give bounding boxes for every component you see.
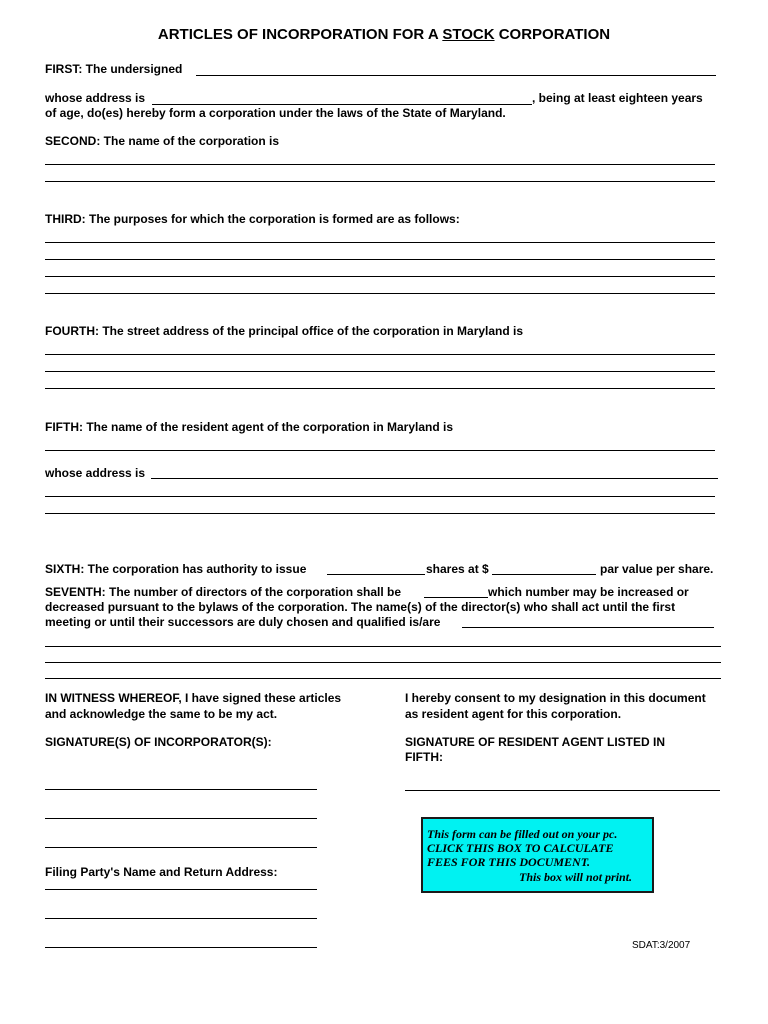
agent-signature-heading-2: FIFTH:: [405, 750, 443, 764]
witness-line-2: and acknowledge the same to be my act.: [45, 707, 278, 721]
calc-box-line-1: This form can be filled out on your pc.: [427, 827, 618, 841]
purpose-line-2[interactable]: [45, 259, 715, 260]
page-title: ARTICLES OF INCORPORATION FOR A STOCK CORPORATION: [157, 26, 611, 43]
calc-box-line-3: FEES FOR THIS DOCUMENT.: [427, 855, 590, 869]
consent-line-2: as resident agent for this corporation.: [405, 707, 622, 721]
third-label: THIRD: The purposes for which the corporation is formed are as follows:: [45, 212, 460, 226]
form-code: SDAT:3/2007: [632, 940, 691, 951]
agent-signature-heading-1: SIGNATURE OF RESIDENT AGENT LISTED IN: [405, 735, 666, 749]
calc-box-line-2: CLICK THIS BOX TO CALCULATE: [427, 841, 614, 855]
shares-count-line[interactable]: [327, 574, 425, 575]
sixth-shares-text: shares at $: [426, 562, 489, 576]
directors-names-line-2[interactable]: [45, 646, 721, 647]
principal-office-line-3[interactable]: [45, 388, 715, 389]
resident-agent-address-line-1[interactable]: [151, 478, 718, 479]
resident-agent-address-line-2[interactable]: [45, 496, 715, 497]
incorporator-signature-line-2[interactable]: [45, 818, 317, 819]
incorporator-signature-line-1[interactable]: [45, 789, 317, 790]
principal-office-line-1[interactable]: [45, 354, 715, 355]
purpose-line-1[interactable]: [45, 242, 715, 243]
first-label: FIRST: The undersigned: [45, 62, 183, 76]
resident-agent-name-line[interactable]: [45, 450, 715, 451]
first-line2: of age, do(es) hereby form a corporation under the laws of the State of Maryland.: [45, 106, 506, 120]
purpose-line-4[interactable]: [45, 293, 715, 294]
principal-office-line-2[interactable]: [45, 371, 715, 372]
first-age-text: , being at least eighteen years: [532, 91, 703, 105]
resident-agent-address-line-3[interactable]: [45, 513, 715, 514]
seventh-increase-text: which number may be increased or: [488, 585, 689, 599]
second-label: SECOND: The name of the corporation is: [45, 134, 280, 148]
agent-signature-line[interactable]: [405, 790, 720, 791]
title-stock-word: STOCK: [442, 26, 495, 43]
witness-line-1: IN WITNESS WHEREOF, I have signed these articles: [45, 691, 342, 705]
filing-party-line-2[interactable]: [45, 918, 317, 919]
purpose-line-3[interactable]: [45, 276, 715, 277]
seventh-label: SEVENTH: The number of directors of the corporation shall be: [45, 585, 402, 599]
seventh-line3: meeting or until their successors are duly chosen and qualified is/are: [45, 615, 441, 629]
consent-line-1: I hereby consent to my designation in this document: [405, 691, 706, 705]
calc-box-line-4: This box will not print.: [519, 870, 633, 884]
filing-party-line-3[interactable]: [45, 947, 317, 948]
directors-names-line-3[interactable]: [45, 662, 721, 663]
incorporator-signature-line-3[interactable]: [45, 847, 317, 848]
par-value-line[interactable]: [492, 574, 596, 575]
directors-count-line[interactable]: [424, 597, 488, 598]
directors-names-line-1[interactable]: [462, 627, 714, 628]
incorporator-signature-heading: SIGNATURE(S) OF INCORPORATOR(S):: [45, 735, 272, 749]
sixth-label: SIXTH: The corporation has authority to issue: [45, 562, 307, 576]
fifth-label: FIFTH: The name of the resident agent of the corporation in Maryland is: [45, 420, 454, 434]
sixth-par-text: par value per share.: [600, 562, 714, 576]
incorporator-address-line[interactable]: [152, 104, 532, 105]
first-address-label: whose address is: [45, 91, 146, 105]
directors-names-line-4[interactable]: [45, 678, 721, 679]
seventh-line2: decreased pursuant to the bylaws of the corporation. The name(s) of the director(s) who shall act until the first: [45, 600, 676, 614]
calculate-fees-box[interactable]: [421, 817, 654, 893]
fifth-address-label: whose address is: [45, 466, 146, 480]
fourth-label: FOURTH: The street address of the principal office of the corporation in Maryland is: [45, 324, 524, 338]
filing-party-line-1[interactable]: [45, 889, 317, 890]
corporation-name-line-2[interactable]: [45, 181, 715, 182]
incorporator-name-line[interactable]: [196, 75, 716, 76]
filing-party-heading: Filing Party's Name and Return Address:: [45, 865, 278, 879]
corporation-name-line-1[interactable]: [45, 164, 715, 165]
